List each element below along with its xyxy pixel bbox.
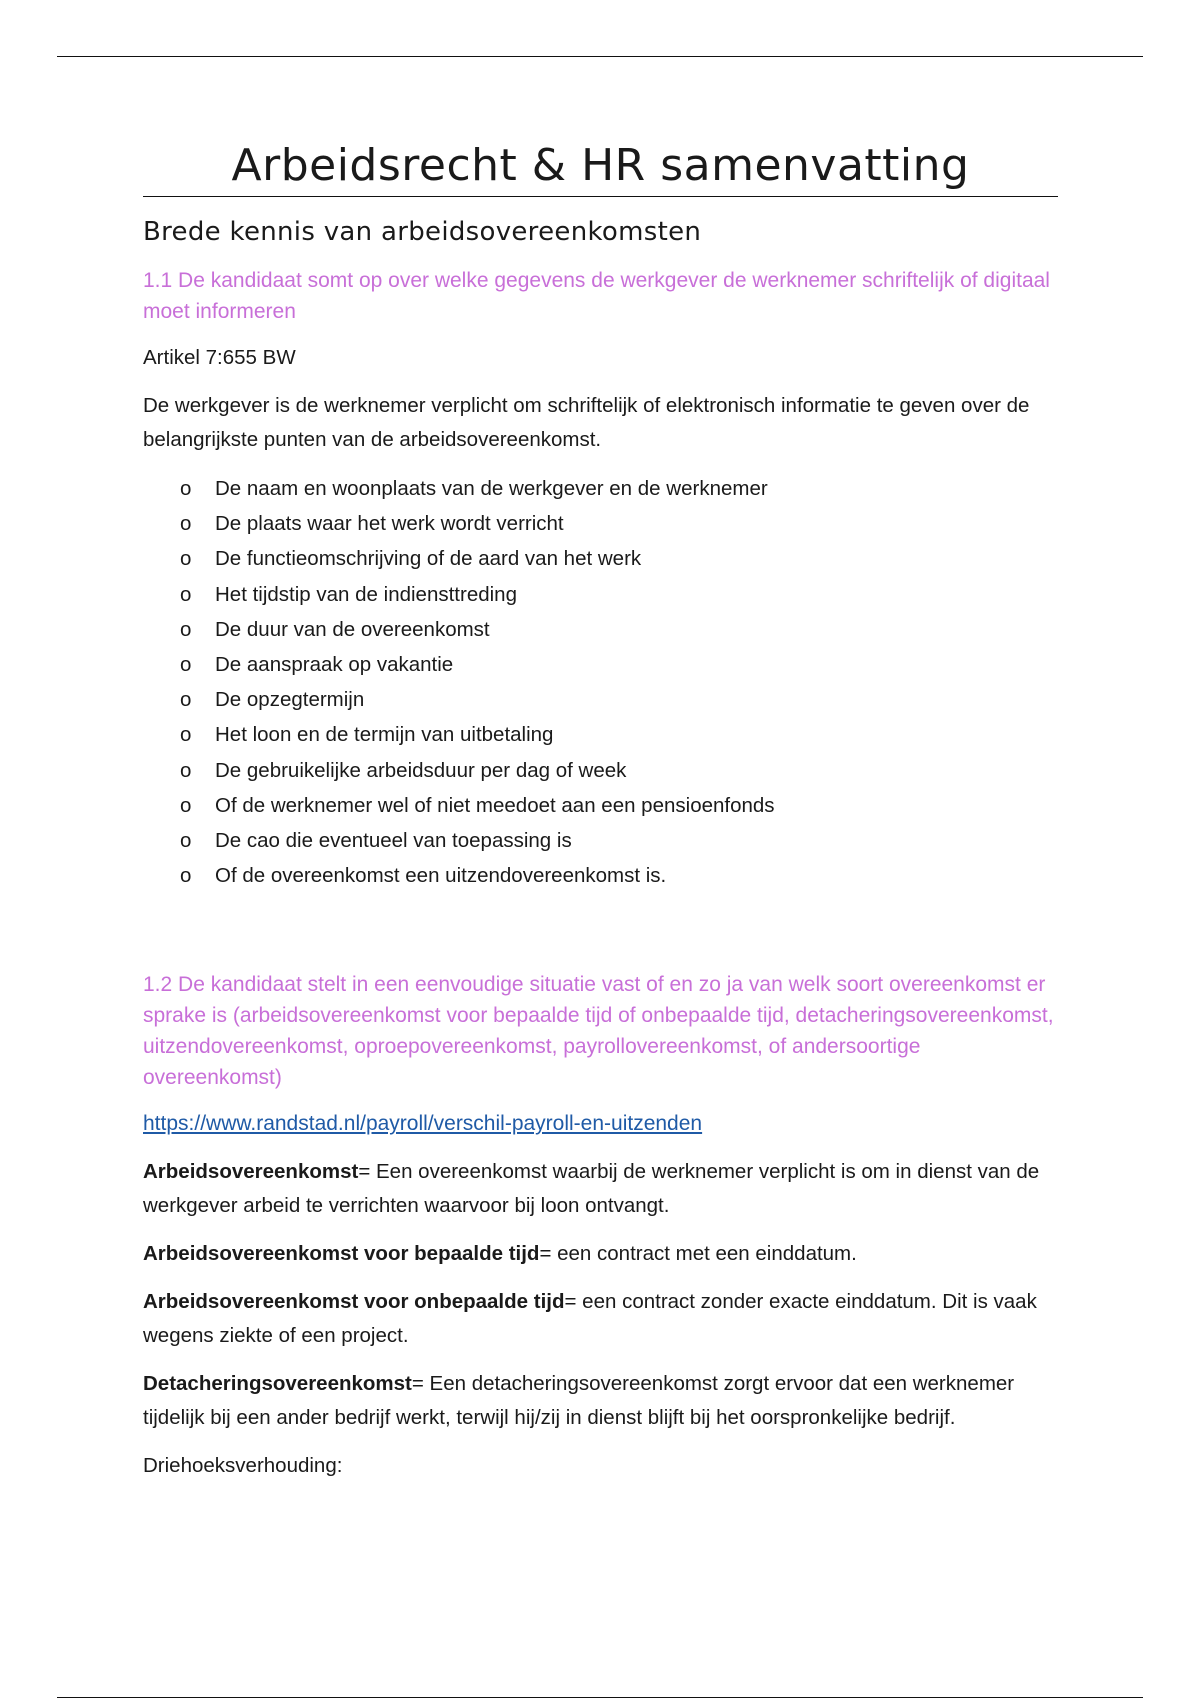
list-item <box>180 577 1058 612</box>
article-intro: De werkgever is de werknemer verplicht om schriftelijk of elektronisch informatie te geven over de belangrijkste punten van de arbeidsovereenkomst. <box>143 394 1030 451</box>
list-item <box>180 541 1058 576</box>
bullet-icon: o <box>180 864 192 888</box>
list-item-text: De aanspraak op vakantie <box>215 653 454 677</box>
definition-term: Arbeidsovereenkomst voor bepaalde tijd <box>143 1242 540 1266</box>
section-heading: Brede kennis van arbeidsovereenkomsten <box>143 217 702 247</box>
list-item-text: De duur van de overeenkomst <box>215 617 490 641</box>
article-reference: Artikel 7:655 BW <box>143 346 296 369</box>
list-item <box>180 717 1058 752</box>
definition-onbepaalde-tijd <box>143 1285 1058 1353</box>
bullet-icon: o <box>180 547 192 571</box>
list-item <box>180 506 1058 541</box>
definition-text: = een contract zonder exacte einddatum. Dit is vaak wegens ziekte of een project. <box>143 1290 1037 1348</box>
bullet-icon: o <box>180 829 192 853</box>
bullet-icon: o <box>180 688 192 712</box>
bullet-icon: o <box>180 758 192 782</box>
randstad-payroll-link[interactable]: https://www.randstad.nl/payroll/verschil-payroll-en-uitzenden <box>143 1112 703 1136</box>
list-item-text: De cao die eventueel van toepassing is <box>215 829 572 853</box>
list-item <box>180 647 1058 682</box>
list-item <box>180 753 1058 788</box>
list-item-text: De functieomschrijving of de aard van het werk <box>215 547 642 571</box>
definition-detachering <box>143 1367 1058 1435</box>
learning-objective-1-2: 1.2 De kandidaat stelt in een eenvoudige situatie vast of en zo ja van welk soort overeenkomst er sprake is (arbeidsovereenkomst voor bepaalde tijd of onbepaalde tijd, detacheringsovereenkomst, uitzendovereenkomst, oproepovereenkomst, payrollovereenkomst, of andersoortige overeenkomst) <box>143 973 1054 1090</box>
driehoeksverhouding-label: Driehoeksverhouding: <box>143 1454 343 1478</box>
page-bottom-rule <box>57 1697 1143 1698</box>
definition-bepaalde-tijd <box>143 1237 1058 1271</box>
list-item <box>180 471 1058 506</box>
bullet-icon: o <box>180 793 192 817</box>
bullet-icon: o <box>180 582 192 606</box>
definition-arbeidsovereenkomst <box>143 1155 1058 1223</box>
definition-term: Arbeidsovereenkomst <box>143 1160 359 1184</box>
list-item-text: Het loon en de termijn van uitbetaling <box>215 723 554 747</box>
list-item <box>180 682 1058 717</box>
list-item-text: Het tijdstip van de indiensttreding <box>215 582 517 606</box>
list-item <box>180 788 1058 823</box>
information-list <box>143 471 1058 893</box>
definition-term: Detacheringsovereenkomst <box>143 1372 412 1396</box>
bullet-icon: o <box>180 477 192 500</box>
document-title: Arbeidsrecht & HR samenvatting <box>143 138 1058 197</box>
list-item <box>180 858 1058 893</box>
bullet-icon: o <box>180 723 192 747</box>
definition-text: = Een overeenkomst waarbij de werknemer verplicht is om in dienst van de werkgever arbeid te verrichten waarvoor bij loon ontvangt. <box>143 1160 1040 1218</box>
definition-text: = een contract met een einddatum. <box>539 1242 857 1266</box>
list-item <box>180 823 1058 858</box>
list-item-text: De plaats waar het werk wordt verricht <box>215 512 564 536</box>
document-body <box>143 138 1058 1483</box>
list-item-text: Of de overeenkomst een uitzendovereenkomst is. <box>215 864 667 888</box>
list-item-text: De gebruikelijke arbeidsduur per dag of week <box>215 758 627 782</box>
list-item-text: De opzegtermijn <box>215 688 365 712</box>
list-item-text: Of de werknemer wel of niet meedoet aan een pensioenfonds <box>215 793 775 817</box>
page-top-rule <box>57 56 1143 57</box>
list-item <box>180 612 1058 647</box>
bullet-icon: o <box>180 653 192 677</box>
learning-objective-1-1: 1.1 De kandidaat somt op over welke gegevens de werkgever de werknemer schriftelijk of digitaal moet informeren <box>143 269 1050 323</box>
definition-term: Arbeidsovereenkomst voor onbepaalde tijd <box>143 1290 565 1314</box>
bullet-icon: o <box>180 512 192 536</box>
bullet-icon: o <box>180 617 192 641</box>
definition-text: = Een detacheringsovereenkomst zorgt ervoor dat een werknemer tijdelijk bij een ander bedrijf werkt, terwijl hij/zij in dienst blijft bij het oorspronkelijke bedrijf. <box>143 1372 1015 1430</box>
list-item-text: De naam en woonplaats van de werkgever en de werknemer <box>215 477 768 500</box>
